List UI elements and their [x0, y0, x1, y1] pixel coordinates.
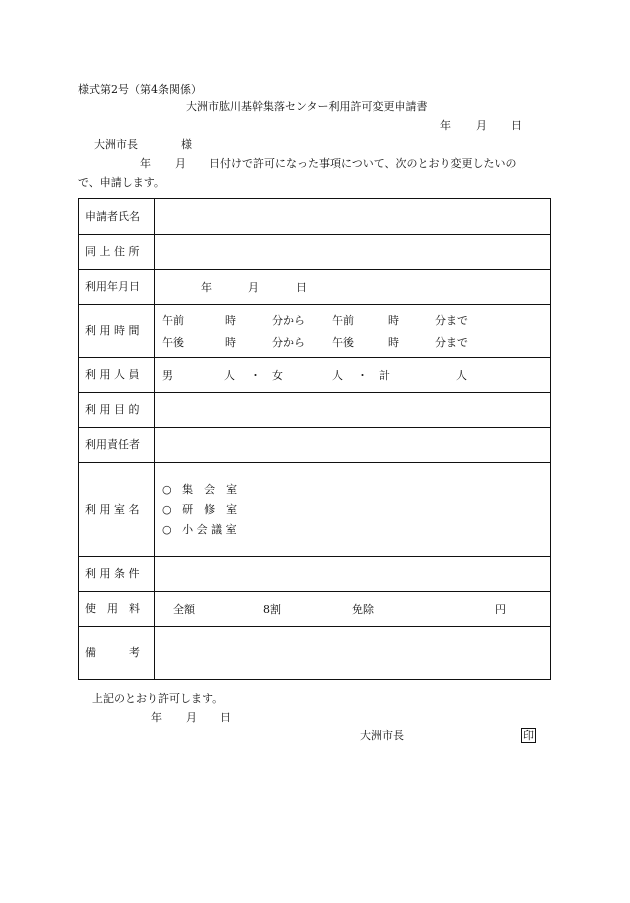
applicant-name-label: 申請者氏名 — [79, 199, 155, 235]
people-female: 女 — [272, 368, 283, 382]
date-day: 日 — [296, 280, 307, 294]
time-hour-start: 時 — [225, 313, 236, 327]
remarks-label: 備 考 — [79, 627, 155, 680]
applicant-name-field[interactable] — [155, 199, 551, 235]
room-option-assembly[interactable] — [162, 480, 550, 500]
conditions-label: 利 用 条 件 — [79, 557, 155, 592]
form-number: 様式第2号（第4条関係） — [78, 83, 202, 96]
addressee-name: 大洲市長 — [94, 138, 138, 151]
row-purpose — [79, 393, 551, 428]
remarks-field[interactable] — [155, 627, 551, 680]
people-field[interactable] — [155, 358, 551, 393]
row-address — [79, 235, 551, 270]
people-label: 利 用 人 員 — [79, 358, 155, 393]
purpose-label: 利 用 目 的 — [79, 393, 155, 428]
room-label: 利 用 室 名 — [79, 463, 155, 557]
time-hour-end-pm: 時 — [388, 335, 399, 349]
seal-text: 印 — [523, 729, 534, 742]
time-field[interactable] — [155, 305, 551, 358]
approval-text: 上記のとおり許可します。 — [92, 692, 224, 705]
time-label: 利 用 時 間 — [79, 305, 155, 358]
fee-exempt: 免除 — [352, 602, 374, 616]
people-dot-1: ・ — [250, 368, 261, 382]
people-male: 男 — [162, 368, 173, 382]
room-radio-icon: ○ — [162, 482, 172, 496]
manager-field[interactable] — [155, 428, 551, 463]
footer-date-day: 日 — [220, 711, 231, 724]
people-total-unit: 人 — [456, 368, 467, 382]
room-option-small-meeting[interactable] — [162, 520, 550, 540]
intro-line1: 日付けで許可になった事項について、次のとおり変更したいの — [209, 157, 517, 170]
time-until-pm: 分まで — [435, 335, 468, 349]
header-date-day: 日 — [511, 119, 522, 132]
manager-label: 利用責任者 — [79, 428, 155, 463]
time-line-pm — [162, 336, 550, 349]
row-room — [79, 463, 551, 557]
people-male-unit: 人 — [224, 368, 235, 382]
room-name: 集 会 室 — [182, 482, 238, 496]
room-field — [155, 463, 551, 557]
time-until: 分まで — [435, 313, 468, 327]
date-month: 月 — [248, 280, 259, 294]
time-from-pm: 分から — [272, 335, 305, 349]
date-label: 利用年月日 — [79, 270, 155, 305]
row-manager — [79, 428, 551, 463]
intro-line2: で、申請します。 — [78, 176, 165, 189]
date-field[interactable] — [155, 270, 551, 305]
footer-date-year: 年 — [151, 711, 162, 724]
room-option-training[interactable] — [162, 500, 550, 520]
row-fee — [79, 592, 551, 627]
address-label: 同 上 住 所 — [79, 235, 155, 270]
purpose-field[interactable] — [155, 393, 551, 428]
time-pm-start: 午後 — [162, 335, 184, 349]
row-date — [79, 270, 551, 305]
addressee-honorific: 様 — [181, 138, 192, 151]
fee-80-percent: 8割 — [263, 602, 281, 616]
row-applicant-name — [79, 199, 551, 235]
footer-mayor: 大洲市長 — [360, 729, 404, 742]
seal-stamp-icon — [521, 728, 536, 743]
time-line-am — [162, 314, 550, 327]
people-total: 計 — [379, 368, 390, 382]
fee-yen: 円 — [495, 602, 506, 616]
time-from: 分から — [272, 313, 305, 327]
people-female-unit: 人 — [332, 368, 343, 382]
time-hour-end: 時 — [388, 313, 399, 327]
intro-year: 年 — [140, 157, 151, 170]
intro-month: 月 — [175, 157, 186, 170]
room-radio-icon: ○ — [162, 502, 172, 516]
date-year: 年 — [201, 280, 212, 294]
room-radio-icon: ○ — [162, 522, 172, 536]
time-pm-end: 午後 — [332, 335, 354, 349]
room-name: 研 修 室 — [182, 502, 238, 516]
time-am-end: 午前 — [332, 313, 354, 327]
address-field[interactable] — [155, 235, 551, 270]
header-date-month: 月 — [476, 119, 487, 132]
time-hour-start-pm: 時 — [225, 335, 236, 349]
row-remarks — [79, 627, 551, 680]
header-date-year: 年 — [440, 119, 451, 132]
row-conditions — [79, 557, 551, 592]
conditions-field[interactable] — [155, 557, 551, 592]
time-am-start: 午前 — [162, 313, 184, 327]
fee-full: 全額 — [173, 602, 195, 616]
application-table — [78, 198, 551, 680]
room-name: 小 会 議 室 — [182, 522, 237, 536]
fee-field[interactable] — [155, 592, 551, 627]
people-dot-2: ・ — [357, 368, 368, 382]
fee-label: 使 用 料 — [79, 592, 155, 627]
row-time — [79, 305, 551, 358]
row-people — [79, 358, 551, 393]
page-title: 大洲市肱川基幹集落センター利用許可変更申請書 — [186, 100, 428, 113]
footer-date-month: 月 — [186, 711, 197, 724]
